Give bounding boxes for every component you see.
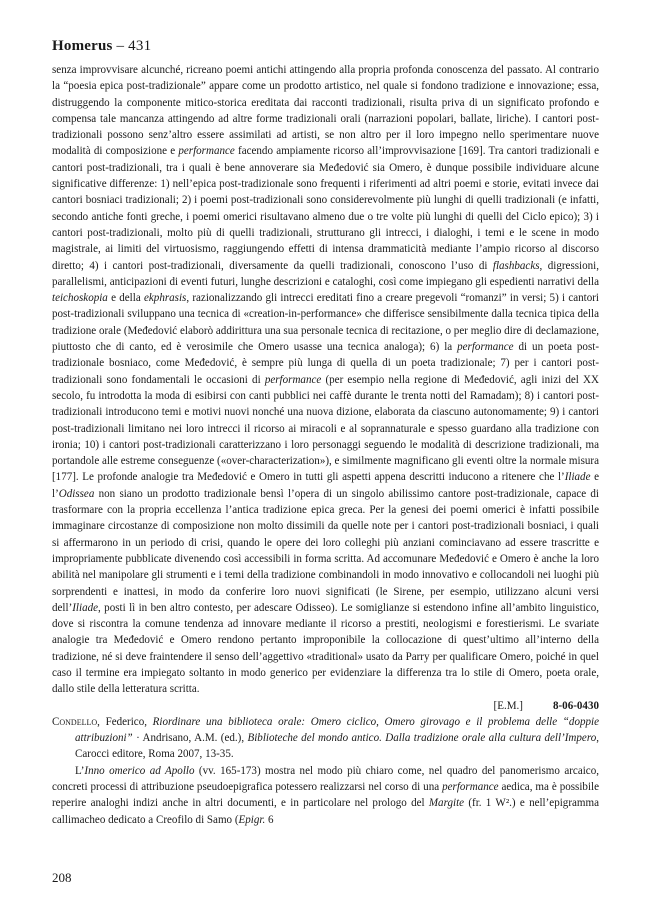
italic-title: Margite — [428, 797, 465, 810]
text-run: , digressioni, parallelismi, anticipazioni di eventi futuri, lunghe descrizioni e cataloghi, così come impiegano gli espedienti narrativi della — [52, 259, 599, 288]
entry-title: Riordinare una biblioteca orale: Omero ciclico, Omero girovago e il problema delle “doppie attribuzioni” — [75, 715, 599, 745]
italic-title: Inno omerico ad Apollo — [84, 764, 195, 777]
italic-title: Iliade — [564, 471, 591, 484]
text-run: (per esempio nella regione di Međedović, agli inizi del XX secolo, fu introdotta la moda di esibirsi con canti pubblici nei caffè durante le trenta notti del Ramadam); 8) i cantori post-tradizionali introducono temi e motivi nuovi nonché una nuova dizione, elaborata da ciascuno autonomamente; 9) i cantori post-tradizionali limitano nei loro intrecci il ricorso ai miracoli e al soprannaturale e spesso guardano alla tradizione con ironia; 10) i cantori post-tradizionali caratterizzano i loro personaggi seguendo le modalità di descrizione tradizionali, ma portandole alle estreme conseguenze («over-characterization»), e similmente magnificano gli eventi oltre la normale misura [177]. Le profonde analogie tra Međedović e Omero in tutti gli aspetti appena descritti inducono a ritenere che l’ — [52, 373, 599, 484]
page-number: 208 — [52, 870, 72, 885]
italic-title: Epigr. — [238, 813, 266, 826]
text-run: · Andrisano, A.M. (ed.), — [132, 732, 248, 745]
italic-term: flashbacks — [492, 259, 540, 272]
italic-term: performance — [264, 373, 322, 386]
entry-code: 8-06-0430 — [552, 699, 599, 712]
body-text — [52, 62, 599, 828]
italic-term: performance — [178, 145, 235, 158]
italic-term: teichoskopia — [52, 292, 108, 305]
paragraph-abstract — [52, 763, 599, 828]
running-header — [52, 38, 151, 55]
italic-title: Iliade — [72, 601, 99, 614]
text-run: e l’ — [52, 471, 599, 500]
signature-line — [52, 698, 599, 714]
text-run: 6 — [265, 813, 274, 826]
header-page-ref: 431 — [128, 38, 152, 54]
entry-book: Biblioteche del mondo antico. Dalla tradizione orale alla cultura dell’Impero — [247, 732, 597, 745]
author-signature: [E.M.] — [493, 699, 523, 712]
text-run: , Federico, — [97, 715, 153, 728]
text-run: (fr. 1 W².) e nell’epigramma callimacheo dedicato a Creofilo di Samo ( — [52, 797, 599, 826]
header-separator: – — [116, 38, 125, 54]
text-run: e della — [107, 292, 144, 305]
italic-term: performance — [442, 781, 499, 794]
text-run: non siano un prodotto tradizionale bensì l’opera di un singolo abilissimo cantore post-tradizionale, capace di trasformare con la propria eccellenza l’antica tradizione epica greca. Per la genesi dei poemi omerici è infatti possibile immaginare circostanze di composizione non molto dissimili da quelle note per i cantori post-tradizionali bosniaci, i quali si affermarono in un periodo di crisi, quando le opere dei loro colleghi più anziani cominciavano ad essere trascritte e impropriamente pubblicate divenendo così accessibili in forma scritta. Ad accomunare Međedović e Omero è anche la loro abilità nel manipolare gli strumenti e i temi della tradizione combinandoli in modo innovativo e collocandoli nei luoghi più sorprendenti e inattesi, in modo da conferire loro nuovi significati (le Sirene, per esempio, utilizzano alcuni versi dell’ — [52, 487, 599, 614]
text-run: aedica, ma è possibile reperire analoghi indizi anche in altri documenti, e in particolare nel prologo del — [52, 781, 599, 810]
text-run: senza improvvisare alcunché, ricreano poemi antichi attingendo alla propria profonda conoscenza del passato. Al contrario la “poesia epica post-tradizionale” appare come un prodotto artistico, nel quale si fondono tradizione e innovazione; essa, distruggendo la componente mitico-storica ereditata dai racconti tradizionali, risulta priva di un significato profondo e compensa tale mancanza attingendo ad altre forme tradizionali orali (narrazioni popolari, ballate, liriche). I cantori post-tradizionali possono senz’altro essere assimilati ad artisti, se non altro per il loro impegno nello sperimentare nuove modalità di composizione e — [52, 64, 599, 158]
text-run: L’ — [75, 764, 85, 777]
text-run: (vv. 165-173) mostra nel modo più chiaro come, nel quadro del panomerismo arcaico, concreti processi di attribuzione pseudoepigrafica potessero realizzarsi nel corso di una — [52, 764, 599, 794]
bibliographic-entry — [52, 714, 599, 763]
italic-term: performance — [457, 341, 514, 354]
text-run: , posti lì in ben altro contesto, per adescare Odisseo). Le somiglianze si estendono infine all’ambito linguistico, dove si riscontra la comune tendenza ad innovare mediante il ricorso a prestiti, neologismi e forestierismi. Le svariate analogie tra Međedović e Omero rendono pertanto improponibile la collocazione di quest’ultimo all’interno della tradizione, né si deve fraintendere il senso dell’aggettivo «traditional» usato da Parry per qualificare Omero, poiché in quel caso il termine era impiegato soltanto in modo generico per evidenziare la differenza tra lo stile di Omero, poeta orale, dallo stile della letteratura scritta. — [52, 601, 599, 696]
entry-author: Condello — [52, 715, 98, 728]
italic-title: Odissea — [58, 487, 95, 500]
text-run: , Carocci editore, Roma 2007, 13-35. — [75, 732, 599, 761]
header-title: Homerus — [52, 38, 113, 54]
paragraph-main — [52, 62, 599, 698]
text-run: facendo ampiamente ricorso all’improvvisazione [169]. Tra cantori tradizionali e cantori post-tradizionali, tra i quali è bene annoverare sia Međedović sia Omero, è dunque possibile individuare alcune significative differenze: 1) nell’epica post-tradizionale sono frequenti i riferimenti ad altri poemi e storie, evitati invece dai cantori bosniaci tradizionali; 2) i poemi post-tradizionali sono considerevolmente più lunghi di quelli tradizionali (e infatti, secondo antiche fonti greche, i poemi omerici risultavano almeno due o tre volte più lunghi di quelli del Ciclo epico); 3) i cantori post-tradizionali, molto più di quelli tradizionali, strutturano gli intrecci, i dialoghi, i temi e le scene in modo magistrale, ai limiti del virtuosismo, raggiungendo effetti di intensa drammaticità mediante l’ampio ricorso al discorso diretto; 4) i cantori post-tradizionali, diversamente da quelli tradizionali, conoscono l’uso di — [52, 145, 599, 272]
text-run: , razionalizzando gli intrecci ereditati fino a creare pregevoli “romanzi” in versi; 5) i cantori post-tradizionali sviluppano una tecnica di «creation-in-performance» che differisce sensibilmente dalla tecnica tipica della tradizione orale (Međedović elaborò addirittura una sua personale tecnica di recitazione, o per meglio dire di declamazione, piuttosto che di canto, ed è verosimile che Omero usasse una tecnica analoga); 6) la — [52, 292, 599, 354]
text-run: di un poeta post-tradizionale bosniaco, come Međedović, è sempre più lunga di quella di un poeta tradizionale; 7) per i cantori post-tradizionali sono fondamentali le occasioni di — [52, 341, 600, 386]
italic-term: ekphrasis — [143, 292, 187, 305]
